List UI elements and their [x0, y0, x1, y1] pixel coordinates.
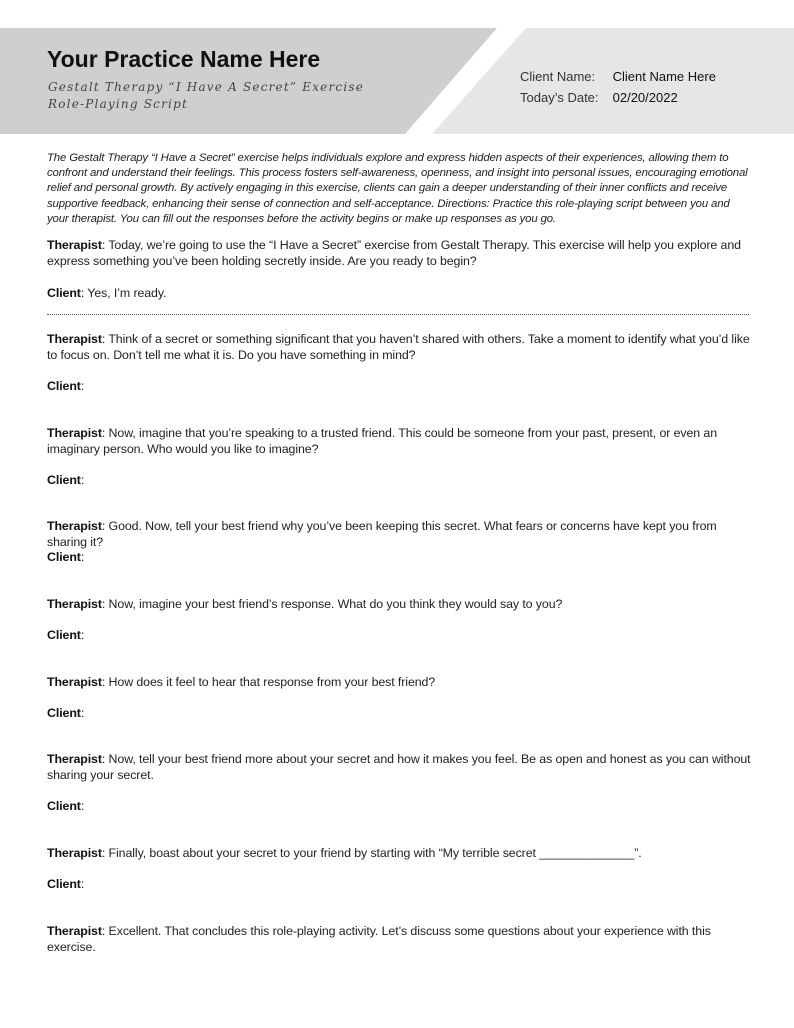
script-text: : [80, 473, 85, 487]
script-text: : Excellent. That concludes this role-playing activity. Let’s discuss some questions about your experience with this exercise. [47, 924, 711, 954]
script-text: : [80, 379, 85, 393]
speaker-label: Therapist [47, 675, 102, 689]
practice-name: Your Practice Name Here [47, 46, 321, 72]
speaker-label: Therapist [47, 519, 102, 533]
script-line [47, 674, 752, 690]
client-name-value[interactable]: Client Name Here [612, 69, 716, 84]
script-line [47, 285, 752, 301]
client-name-row [520, 66, 716, 87]
script-line [47, 751, 752, 783]
script-text: : Good. Now, tell your best friend why you’ve been keeping this secret. What fears or concerns have kept you from sharing it? [47, 519, 717, 549]
speaker-label: Therapist [47, 332, 102, 346]
script-text: : Now, imagine your best friend’s response. What do you think they would say to you? [101, 597, 563, 611]
speaker-label: Client [47, 706, 81, 720]
speaker-label: Therapist [47, 846, 102, 860]
speaker-label: Client [47, 473, 81, 487]
script-text: : Today, we’re going to use the “I Have a Secret” exercise from Gestalt Therapy. This exercise will help you explore and express something you’ve been holding secretly inside. Are you ready to begin? [47, 238, 741, 268]
script-text: : Finally, boast about your secret to your friend by starting with “My terrible secret ______________”. [101, 846, 642, 860]
client-response[interactable] [47, 378, 752, 394]
script-line [47, 331, 752, 363]
script-text: : [80, 706, 85, 720]
script-text: : [80, 799, 85, 813]
client-response[interactable] [47, 705, 752, 721]
intro-paragraph: The Gestalt Therapy “I Have a Secret” exercise helps individuals explore and express hidden aspects of their experiences, allowing them to confront and understand their feelings. This process fosters self-awareness, openness, and insight into personal issues, encouraging emotional relief and personal growth. By actively engaging in this exercise, clients can gain a deeper understanding of their inner conflicts and receive supportive feedback, enhancing their sense of connection and self-acceptance. Directions: Practice this role-playing script between you and your therapist. You can fill out the responses before the activity begins or make up responses as you go. [47, 152, 748, 225]
script-line [47, 425, 752, 457]
speaker-label: Client [47, 628, 81, 642]
speaker-label: Therapist [47, 238, 102, 252]
date-row [520, 87, 716, 108]
client-response[interactable] [47, 798, 752, 814]
script-text: : Now, imagine that you’re speaking to a trusted friend. This could be someone from your past, present, or even an imaginary person. Who would you like to imagine? [47, 426, 718, 456]
date-label: Today’s Date: [520, 90, 599, 105]
speaker-label: Therapist [47, 426, 102, 440]
speaker-label: Client [47, 799, 81, 813]
script-text: : [80, 628, 85, 642]
dotted-divider [47, 314, 749, 315]
subtitle-line-2: Role-Playing Script [48, 97, 188, 111]
speaker-label: Client [47, 550, 81, 564]
client-name-label: Client Name: [520, 69, 596, 84]
script-text: : How does it feel to hear that response from your best friend? [101, 675, 436, 689]
speaker-label: Therapist [47, 752, 102, 766]
script-text: : Think of a secret or something significant that you haven’t shared with others. Take a moment to identify what you’d like to focus on. Don’t tell me what it is. Do you have something in mind? [47, 332, 750, 362]
speaker-label: Therapist [47, 597, 102, 611]
script-line [47, 237, 752, 269]
speaker-label: Client [47, 379, 81, 393]
script-text: : [80, 877, 85, 891]
client-response[interactable] [47, 549, 752, 565]
client-info [520, 66, 716, 108]
subtitle-line-1: Gestalt Therapy “I Have A Secret” Exercise [48, 80, 365, 94]
client-response[interactable] [47, 627, 752, 643]
script-line [47, 518, 752, 550]
speaker-label: Therapist [47, 924, 102, 938]
speaker-label: Client [47, 286, 81, 300]
worksheet-subtitle [48, 79, 364, 113]
script-text: : Now, tell your best friend more about your secret and how it makes you feel. Be as open and honest as you can without sharing your secret. [47, 752, 751, 782]
date-value[interactable]: 02/20/2022 [612, 90, 678, 105]
script-line [47, 845, 752, 861]
script-line [47, 923, 752, 955]
script-text: : Yes, I’m ready. [80, 286, 167, 300]
speaker-label: Client [47, 877, 81, 891]
client-response[interactable] [47, 472, 752, 488]
script-line [47, 596, 752, 612]
client-response[interactable] [47, 876, 752, 892]
script-text: : [80, 550, 85, 564]
